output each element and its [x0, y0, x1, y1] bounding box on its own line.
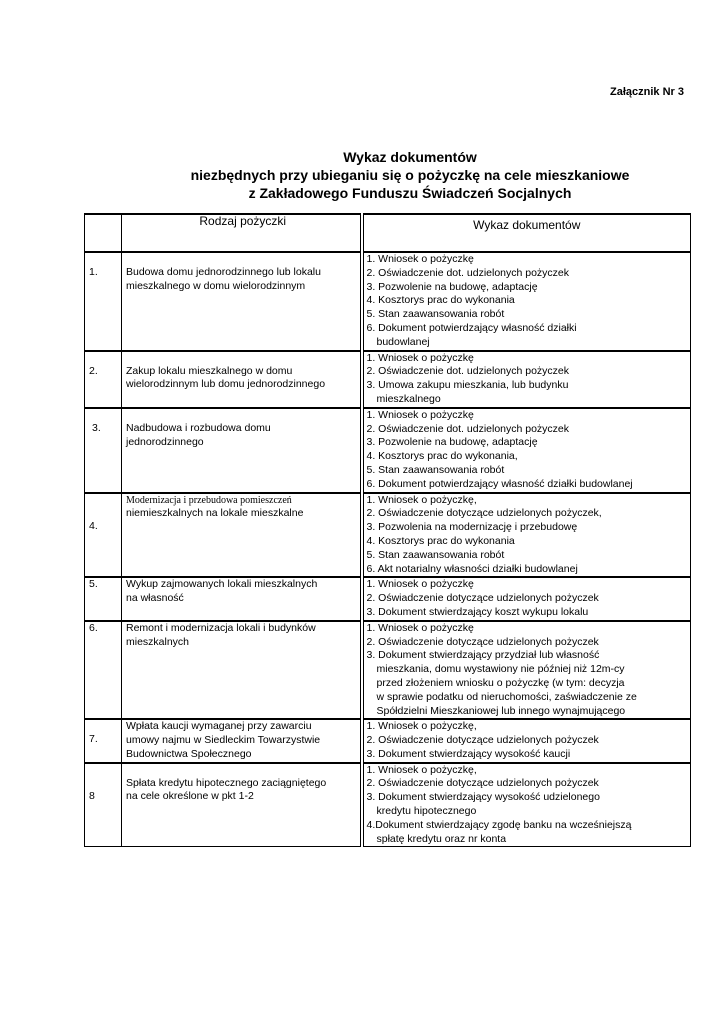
- document-item: 3. Pozwolenie na budowę, adaptację: [366, 436, 538, 449]
- document-item: 1. Wniosek o pożyczkę: [366, 253, 474, 265]
- loan-type-line: Wykup zajmowanych lokali mieszkalnych: [126, 578, 318, 591]
- document-item: mieszkania, domu wystawiony nie później niż 12m-cy: [376, 663, 625, 676]
- document-item: 1. Wniosek o pożyczkę: [366, 621, 474, 634]
- loan-type-cell: [122, 252, 362, 351]
- loan-type-cell: [122, 577, 362, 620]
- header-loan-type: Rodzaj pożyczki: [122, 214, 362, 252]
- document-item: 6. Dokument potwierdzający własność działki budowlanej: [366, 477, 633, 490]
- documents-cell: [362, 577, 691, 620]
- document-item: kredytu hipotecznego: [376, 805, 477, 818]
- document-item: 1. Wniosek o pożyczkę: [366, 578, 474, 591]
- documents-cell: [362, 493, 691, 578]
- document-item: 2. Oświadczenie dot. udzielonych pożyczek: [366, 422, 570, 435]
- title-line-1: Wykaz dokumentów: [343, 149, 477, 165]
- document-item: 6. Dokument potwierdzający własność działki: [366, 321, 577, 334]
- row-number-cell: [85, 577, 122, 620]
- table-row: [85, 763, 691, 847]
- document-item: 3. Pozwolenia na modernizację i przebudowę: [366, 521, 578, 534]
- document-item: 4. Kosztorys prac do wykonania,: [366, 450, 518, 463]
- documents-cell: [362, 351, 691, 408]
- loan-type-cell: [122, 719, 362, 762]
- document-item: 4. Kosztorys prac do wykonania: [366, 534, 515, 547]
- document-item: 1. Wniosek o pożyczkę: [366, 351, 474, 364]
- document-item: 3. Pozwolenie na budowę, adaptację: [366, 280, 538, 293]
- document-item: 2. Oświadczenie dotyczące udzielonych pożyczek: [366, 592, 599, 605]
- loan-type-line: Budowa domu jednorodzinnego lub lokalu: [126, 266, 321, 278]
- document-item: 2. Oświadczenie dotyczące udzielonych pożyczek: [366, 777, 599, 790]
- row-number-cell: [85, 252, 122, 351]
- document-item: 2. Oświadczenie dot. udzielonych pożyczek: [366, 266, 570, 279]
- loan-type-line: wielorodzinnym lub domu jednorodzinnego: [126, 378, 326, 391]
- document-item: 3. Dokument stwierdzający wysokość udzielonego: [366, 791, 600, 804]
- loan-type-cell: [122, 351, 362, 408]
- header-num: [85, 214, 122, 252]
- row-number-cell: [85, 621, 122, 720]
- annex-label: Załącznik Nr 3: [610, 86, 684, 98]
- document-item: 1. Wniosek o pożyczkę: [366, 408, 474, 421]
- documents-cell: [362, 763, 691, 847]
- loan-type-line: Modernizacja i przebudowa pomieszczeń: [126, 494, 292, 506]
- row-number: 6.: [89, 621, 98, 634]
- document-item: 2. Oświadczenie dotyczące udzielonych pożyczek: [366, 734, 599, 747]
- loan-type-line: mieszkalnych: [126, 635, 190, 648]
- document-item: Spółdzielni Mieszkaniowej lub innego wynajmującego: [376, 704, 626, 717]
- row-number-cell: [85, 493, 122, 578]
- documents-cell: [362, 719, 691, 762]
- document-item: budowlanej: [376, 335, 430, 348]
- loan-type-line: Wpłata kaucji wymaganej przy zawarciu: [126, 720, 312, 733]
- loan-type-line: jednorodzinnego: [126, 435, 204, 448]
- documents-table: [84, 213, 691, 847]
- loan-type-line: Budownictwa Społecznego: [126, 747, 252, 760]
- documents-cell: [362, 621, 691, 720]
- loan-type-line: niemieszkalnych na lokale mieszkalne: [126, 507, 304, 520]
- document-item: 1. Wniosek o pożyczkę,: [366, 763, 477, 776]
- loan-type-line: umowy najmu w Siedleckim Towarzystwie: [126, 734, 321, 747]
- document-item: 1. Wniosek o pożyczkę,: [366, 493, 477, 506]
- row-number: 1.: [89, 266, 98, 278]
- document-item: przed złożeniem wniosku o pożyczkę (w tym: decyzja: [376, 676, 625, 689]
- document-item: 5. Stan zaawansowania robót: [366, 308, 505, 321]
- row-number: 4.: [89, 519, 98, 532]
- row-number: 7.: [89, 733, 98, 746]
- loan-type-line: na własność: [126, 592, 184, 605]
- table-row: [85, 621, 691, 720]
- document-item: 2. Oświadczenie dotyczące udzielonych pożyczek,: [366, 507, 602, 520]
- table-row: [85, 493, 691, 578]
- table-row: [85, 408, 691, 493]
- document-item: 5. Stan zaawansowania robót: [366, 548, 505, 561]
- loan-type-line: Remont i modernizacja lokali i budynków: [126, 621, 316, 634]
- loan-type-line: Zakup lokalu mieszkalnego w domu: [126, 364, 293, 377]
- document-item: 3. Dokument stwierdzający koszt wykupu lokalu: [366, 605, 589, 618]
- loan-type-cell: [122, 493, 362, 578]
- loan-type-cell: [122, 621, 362, 720]
- document-item: 2. Oświadczenie dotyczące udzielonych pożyczek: [366, 635, 599, 648]
- document-item: w sprawie podatku od nieruchomości, zaświadczenie ze: [376, 690, 637, 703]
- documents-cell: [362, 408, 691, 493]
- document-item: 1. Wniosek o pożyczkę,: [366, 720, 477, 733]
- loan-type-line: Nadbudowa i rozbudowa domu: [126, 421, 271, 434]
- document-item: 3. Umowa zakupu mieszkania, lub budynku: [366, 379, 569, 392]
- document-item: 4. Kosztorys prac do wykonania: [366, 294, 515, 307]
- row-number-cell: [85, 351, 122, 408]
- loan-type-line: Spłata kredytu hipotecznego zaciągniętego: [126, 776, 327, 789]
- document-item: 3. Dokument stwierdzający przydział lub własność: [366, 649, 600, 662]
- row-number: 2.: [89, 364, 98, 377]
- row-number-cell: [85, 763, 122, 847]
- row-number: 5.: [89, 578, 98, 591]
- document-item: 3. Dokument stwierdzający wysokość kaucji: [366, 747, 571, 760]
- table-row: [85, 351, 691, 408]
- document-item: 6. Akt notarialny własności działki budowlanej: [366, 562, 578, 575]
- header-documents: Wykaz dokumentów: [362, 214, 691, 252]
- table-row: [85, 252, 691, 351]
- row-number: 8: [89, 789, 95, 802]
- document-title: [0, 148, 725, 202]
- loan-type-line: na cele określone w pkt 1-2: [126, 790, 254, 803]
- table-row: [85, 577, 691, 620]
- document-item: 5. Stan zaawansowania robót: [366, 463, 505, 476]
- document-item: spłatę kredytu oraz nr konta: [376, 832, 507, 845]
- document-item: 4.Dokument stwierdzający zgodę banku na wcześniejszą: [366, 818, 632, 831]
- loan-type-cell: [122, 763, 362, 847]
- table-row: [85, 719, 691, 762]
- title-line-3: z Zakładowego Funduszu Świadczeń Socjalnych: [248, 185, 572, 201]
- row-number: 3.: [92, 421, 101, 434]
- loan-type-cell: [122, 408, 362, 493]
- document-item: mieszkalnego: [376, 392, 441, 405]
- row-number-cell: [85, 719, 122, 762]
- title-line-2: niezbędnych przy ubieganiu się o pożyczkę na cele mieszkaniowe: [190, 167, 630, 183]
- document-item: 2. Oświadczenie dot. udzielonych pożyczek: [366, 365, 570, 378]
- documents-cell: [362, 252, 691, 351]
- table-header-row: [85, 214, 691, 252]
- row-number-cell: [85, 408, 122, 493]
- loan-type-line: mieszkalnego w domu wielorodzinnym: [126, 279, 306, 292]
